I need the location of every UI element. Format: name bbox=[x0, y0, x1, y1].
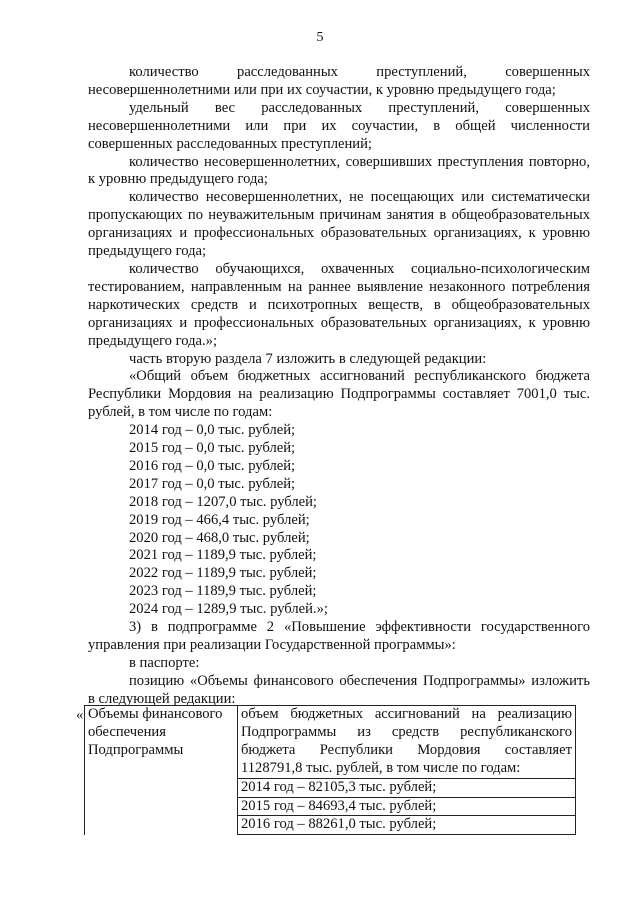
table-cell-intro: объем бюджетных ассигнований на реализацию Подпрограммы из средств республиканского бюджета Республики Мордовия составляет 1128791,8 тыс. рублей, в том числе по годам: bbox=[238, 706, 575, 779]
year-line: 2015 год – 0,0 тыс. рублей; bbox=[129, 440, 296, 457]
table-cell-year: 2016 год – 88261,0 тыс. рублей; bbox=[241, 816, 437, 833]
paragraph: часть вторую раздела 7 изложить в следующей редакции: bbox=[129, 350, 487, 367]
year-line: 2024 год – 1289,9 тыс. рублей.»; bbox=[129, 601, 328, 618]
paragraph: количество расследованных преступлений, совершенных несовершеннолетними или при их соучастии, к уровню предыдущего года; bbox=[88, 64, 590, 98]
table-cell-value bbox=[238, 706, 576, 835]
year-line: 2021 год – 1189,9 тыс. рублей; bbox=[129, 547, 317, 564]
document-body bbox=[88, 64, 590, 709]
financing-table bbox=[84, 705, 576, 835]
paragraph: удельный вес расследованных преступлений, совершенных несовершеннолетними или при их соучастии, в общей численности совершенных расследованных преступлений; bbox=[88, 99, 590, 152]
page-number: 5 bbox=[316, 30, 324, 45]
paragraph: количество несовершеннолетних, совершивших преступления повторно, к уровню предыдущего года; bbox=[88, 153, 590, 188]
table-cell-label: Объемы финансового обеспечения Подпрограммы bbox=[85, 706, 238, 835]
year-line: 2020 год – 468,0 тыс. рублей; bbox=[129, 529, 310, 546]
year-line: 2018 год – 1207,0 тыс. рублей; bbox=[129, 493, 317, 510]
table-row bbox=[85, 706, 576, 835]
year-line: 2023 год – 1189,9 тыс. рублей; bbox=[129, 583, 317, 600]
opening-quote: « bbox=[76, 707, 84, 723]
year-line: 2019 год – 466,4 тыс. рублей; bbox=[129, 511, 310, 528]
paragraph: 3) в подпрограмме 2 «Повышение эффективности государственного управления при реализации Государственной программы»: bbox=[88, 619, 590, 653]
paragraph: количество несовершеннолетних, не посещающих или систематически пропускающих по неуважительным причинам занятия в общеобразовательных организациях и профессиональных образовательных организациях, к уровню предыдущего года; bbox=[88, 189, 590, 260]
paragraph: в паспорте: bbox=[129, 654, 200, 671]
year-line: 2014 год – 0,0 тыс. рублей; bbox=[129, 422, 296, 439]
year-line: 2017 год – 0,0 тыс. рублей; bbox=[129, 475, 296, 492]
table-cell-year: 2014 год – 82105,3 тыс. рублей; bbox=[238, 779, 575, 798]
table-cell-year: 2015 год – 84693,4 тыс. рублей; bbox=[238, 798, 575, 817]
paragraph: позицию «Объемы финансового обеспечения Подпрограммы» изложить в следующей редакции: bbox=[88, 672, 590, 707]
year-line: 2022 год – 1189,9 тыс. рублей; bbox=[129, 565, 317, 582]
paragraph: «Общий объем бюджетных ассигнований республиканского бюджета Республики Мордовия на реализацию Подпрограммы составляет 7001,0 тыс. рублей, в том числе по годам: bbox=[88, 368, 590, 421]
year-line: 2016 год – 0,0 тыс. рублей; bbox=[129, 457, 296, 474]
paragraph: количество обучающихся, охваченных социально-психологическим тестированием, направленным на раннее выявление незаконного потребления наркотических средств и психотропных веществ, в общеобразовательных организациях и профессиональных образовательных организациях, к уровню предыдущего года.»; bbox=[88, 260, 590, 349]
